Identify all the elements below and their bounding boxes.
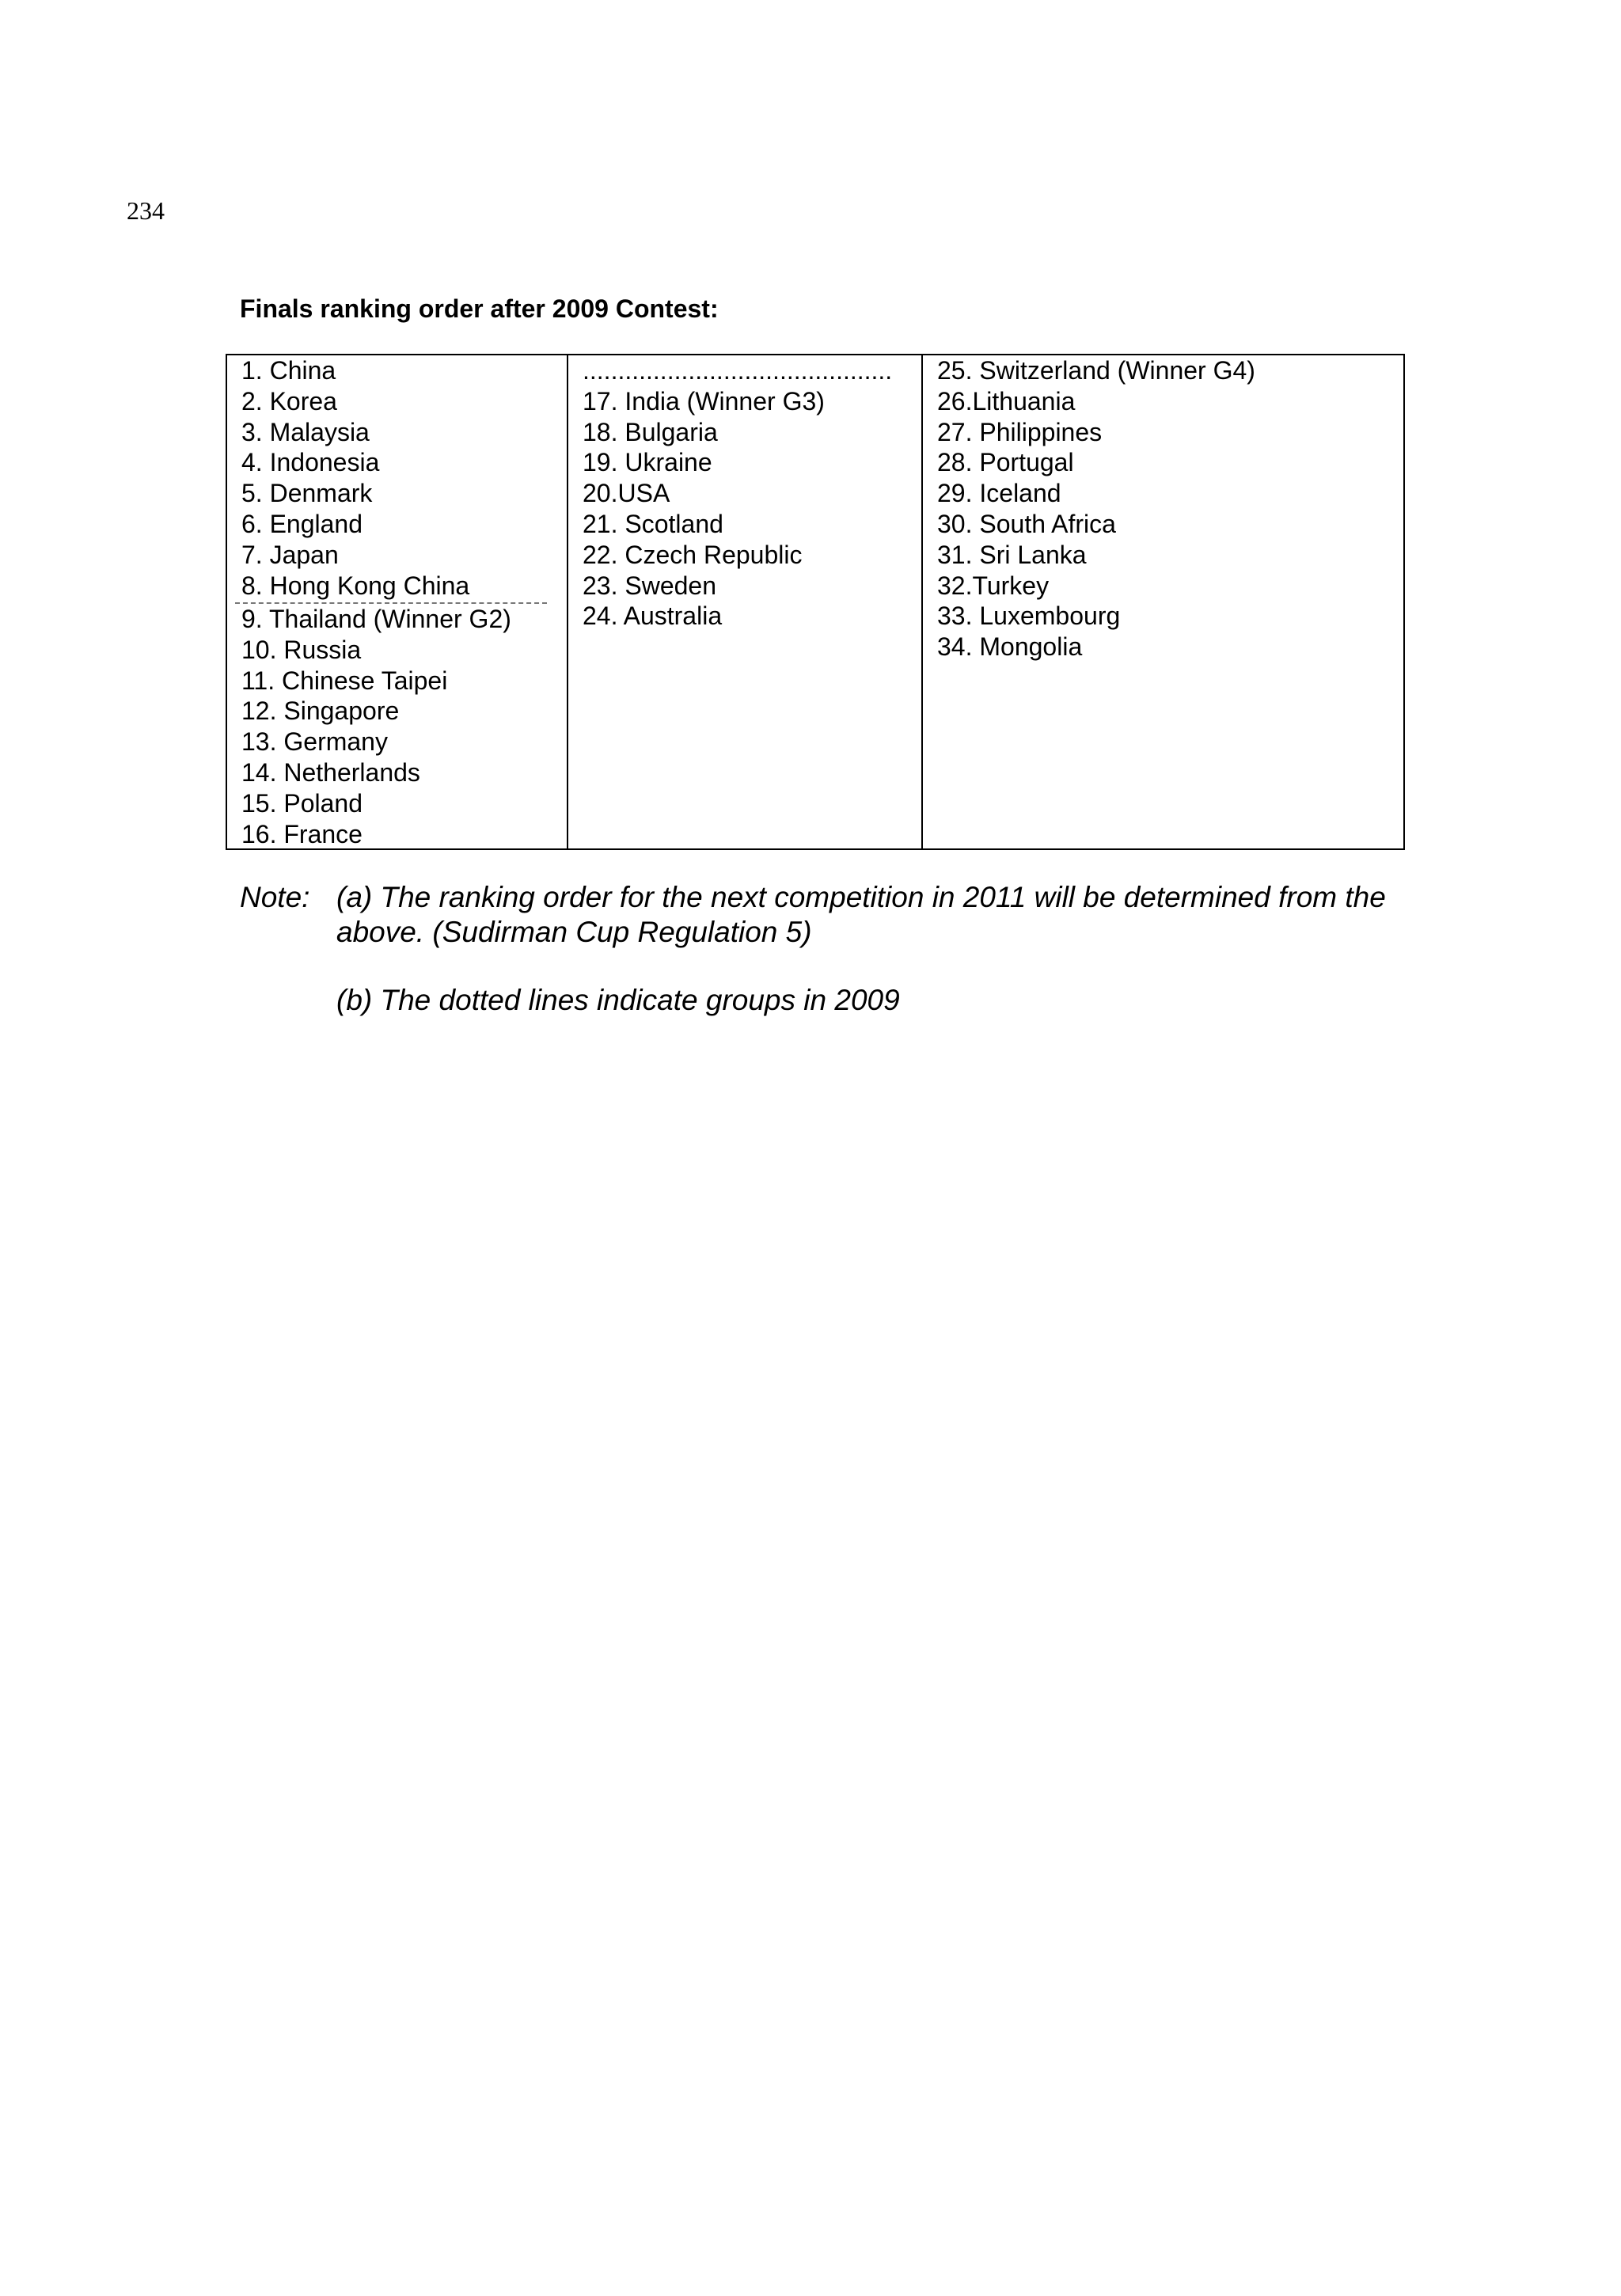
ranking-entry: 29. Iceland [937,479,1061,508]
ranking-entry: 11. Chinese Taipei [241,666,448,695]
ranking-entry: 4. Indonesia [241,448,380,477]
ranking-entry: 30. South Africa [937,509,1116,538]
ranking-entry: 25. Switzerland (Winner G4) [937,356,1255,385]
note-label: Note: [240,881,310,913]
group-4-list [937,355,1255,662]
ranking-entry: 33. Luxembourg [937,602,1121,631]
ranking-entry: 8. Hong Kong China [241,571,470,600]
ranking-entry: 21. Scotland [583,509,723,538]
ranking-entry: 9. Thailand (Winner G2) [241,605,511,633]
group-3-list [583,355,909,632]
ranking-entry: 3. Malaysia [241,417,370,446]
note-item-a: (a) The ranking order for the next competition in 2011 will be determined from the above. (Sudirman Cup Regulation 5) [336,881,1386,948]
ranking-entry: 1. China [241,356,336,385]
ranking-entry: 24. Australia [583,602,723,631]
ranking-entry: 13. Germany [241,727,388,757]
ranking-table [226,354,1405,850]
ranking-column-2 [568,355,923,848]
ranking-entry: 20.USA [583,479,670,508]
page-number: 234 [127,196,165,225]
ranking-entry: 16. France [241,819,363,848]
ranking-entry: 7. Japan [241,540,339,569]
ranking-entry: 32.Turkey [937,571,1050,600]
ranking-entry: 22. Czech Republic [583,540,803,569]
section-heading: Finals ranking order after 2009 Contest: [240,294,719,323]
ranking-entry: 34. Mongolia [937,632,1083,662]
ranking-entry: 19. Ukraine [583,448,712,477]
ranking-entry: 12. Singapore [241,696,400,726]
ranking-entry: 18. Bulgaria [583,417,718,446]
ranking-entry: 15. Poland [241,788,363,818]
ranking-entry: 26.Lithuania [937,386,1076,416]
ranking-entry: 31. Sri Lanka [937,540,1087,569]
ranking-entry: 6. England [241,509,363,538]
group-divider-dotted: ............................................ [583,356,893,385]
ranking-entry: 10. Russia [241,635,362,664]
ranking-entry: 2. Korea [241,386,337,416]
ranking-entry: 23. Sweden [583,571,717,600]
ranking-entry: 14. Netherlands [241,757,420,787]
group-2-list [241,604,511,849]
ranking-column-3 [923,355,1403,848]
ranking-entry: 17. India (Winner G3) [583,386,825,416]
ranking-entry: 5. Denmark [241,479,373,508]
ranking-entry: 27. Philippines [937,417,1103,446]
group-1-list [241,355,469,601]
note-item-b: (b) The dotted lines indicate groups in 2009 [336,984,900,1016]
ranking-column-1 [227,355,568,848]
ranking-entry: 28. Portugal [937,448,1074,477]
